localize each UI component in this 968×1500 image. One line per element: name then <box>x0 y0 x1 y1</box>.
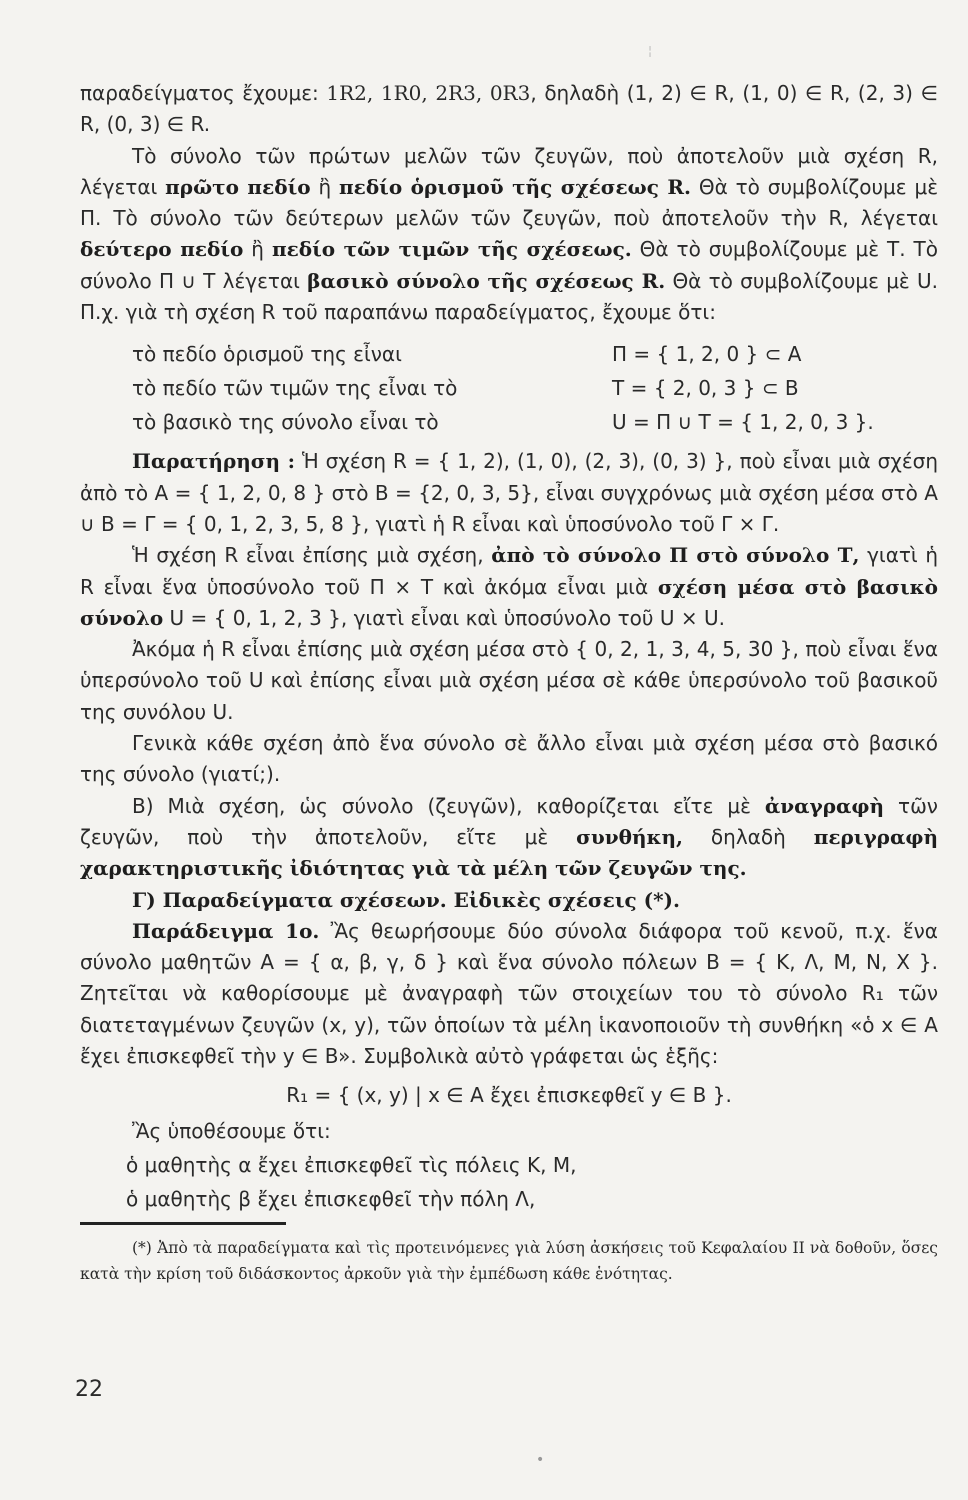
section-title: Γ) Παραδείγματα σχέσεων. Εἰδικὲς σχέσεις (*). <box>132 887 680 912</box>
text: Θὰ τὸ συμβολίζουμε μὲ U. Π.χ. γιὰ τὴ σχέση R τοῦ παραπάνω παραδείγματος, ἔχουμε ὅτι: <box>80 268 938 325</box>
paragraph-example-1 <box>80 916 938 1072</box>
footnote: (*) Ἀπὸ τὰ παραδείγματα καὶ τὶς προτεινόμενες γιὰ λύση ἀσκήσεις τοῦ Κεφαλαίου ΙΙ νὰ δοθοῦν, ὅσες κατὰ τὴν κρίση τοῦ διδάσκοντος ἀρκοῦν γιὰ τὴν ἐμπέδωση κάθε ἑνότητας. <box>80 1238 938 1283</box>
paragraph-domain-definition <box>80 141 938 329</box>
definition-value: U = Π ∪ Τ = { 1, 2, 0, 3 }. <box>612 410 874 435</box>
remark-heading: Παρατήρηση : <box>132 449 296 474</box>
text: τῶν ζευγῶν, ποὺ τὴν ἀποτελοῦν, εἴτε μὲ <box>80 793 938 849</box>
text: παραδείγματος ἔχουμε: <box>80 81 327 105</box>
section-heading <box>80 885 938 916</box>
text: Β) Μιὰ σχέση, ὡς σύνολο (ζευγῶν), καθορίζεται εἴτε μὲ <box>132 793 765 818</box>
paragraph-assume: Ἂς ὑποθέσουμε ὅτι: <box>132 1119 331 1144</box>
definition-label: τὸ πεδίο τῶν τιμῶν της εἶναι τὸ <box>132 376 458 401</box>
paragraph-superset: Ἀκόμα ἡ R εἶναι ἐπίσης μιὰ σχέση μέσα στὸ { 0, 2, 1, 3, 4, 5, 30 }, ποὺ εἶναι ἕνα ὑπερσύνολο τοῦ U καὶ ἐπίσης εἶναι μιὰ σχέση μέσα σὲ κάθε ὑπερσύνολο τοῦ βασικοῦ της συνόλου U. <box>80 637 938 724</box>
bold-text: περιγραφὴ χαρακτηριστικῆς ἰδιότητας γιὰ τὰ μέλη τῶν ζευγῶν της. <box>80 824 938 881</box>
definitions-list <box>132 337 938 439</box>
margin-mark: ¦ <box>648 44 653 58</box>
text: ἢ <box>310 174 340 199</box>
text: , δηλαδὴ (1, 2) ∈ R, (1, 0) ∈ R, (2, 3) ∈ R, (0, 3) ∈ R. <box>80 81 938 137</box>
text: Θὰ τὸ συμβολίζουμε μὲ Π. Τὸ σύνολο τῶν δεύτερων μελῶν τῶν ζευγῶν, ποὺ ἀποτελοῦν τὴν R, λέγεται <box>80 174 939 231</box>
term-range: πεδίο τῶν τιμῶν τῆς σχέσεως. <box>271 237 632 262</box>
bold-text: ἀναγραφὴ <box>764 793 885 818</box>
text: γιατὶ ἡ R εἶναι ἕνα ὑποσύνολο τοῦ Π × Τ καὶ ἀκόμα εἶναι μιὰ <box>80 543 938 599</box>
definition-row <box>132 405 938 439</box>
margin-mark: • <box>536 1452 545 1468</box>
page-body <box>80 78 938 1287</box>
bold-text: συνθήκη, <box>576 824 683 849</box>
definition-row <box>132 337 938 371</box>
footnote-divider <box>80 1222 286 1225</box>
term-base-set: βασικὸ σύνολο τῆς σχέσεως R. <box>307 268 666 293</box>
text: ἢ <box>243 237 272 262</box>
paragraph-example-relations <box>80 78 938 141</box>
definition-label: τὸ πεδίο ὁρισμοῦ της εἶναι <box>132 342 402 367</box>
bold-text: σχέση μέσα στὸ βασικὸ σύνολο <box>80 574 938 630</box>
paragraph-definition-methods <box>80 791 938 885</box>
bold-text: ἀπὸ τὸ σύνολο Π στὸ σύνολο Τ, <box>491 543 860 568</box>
list-item: ὁ μαθητὴς α ἔχει ἐπισκεφθεῖ τὶς πόλεις Κ, Μ, <box>126 1152 577 1177</box>
definition-label: τὸ βασικὸ της σύνολο εἶναι τὸ <box>132 410 439 435</box>
text: δηλαδὴ <box>682 824 814 849</box>
relation-list: 1R2, 1R0, 2R3, 0R3 <box>326 81 531 105</box>
paragraph-remark <box>80 446 938 540</box>
text: Τὸ σύνολο τῶν πρώτων μελῶν τῶν ζευγῶν, ποὺ ἀποτελοῦν μιὰ σχέση R, λέγεται <box>80 143 938 199</box>
term-domain: πεδίο ὁρισμοῦ τῆς σχέσεως R. <box>339 174 691 199</box>
term-second-field: δεύτερο πεδίο <box>80 237 244 262</box>
list-item: ὁ μαθητὴς β ἔχει ἐπισκεφθεῖ τὴν πόλη Λ, <box>126 1186 536 1211</box>
text: Θὰ τὸ συμβολίζουμε μὲ Τ. Τὸ σύνολο Π ∪ Τ λέγεται <box>80 237 938 293</box>
definition-value: Τ = { 2, 0, 3 } ⊂ Β <box>612 376 799 401</box>
text: Ἡ σχέση R εἶναι ἐπίσης μιὰ σχέση, <box>132 543 492 568</box>
formula-r1: R₁ = { (x, y) | x ∈ A ἔχει ἐπισκεφθεῖ y ∈ B }. <box>286 1083 732 1108</box>
page-number: 22 <box>75 1377 103 1402</box>
paragraph-relation-from-domain <box>80 540 938 634</box>
term-first-field: πρῶτο πεδίο <box>165 174 311 199</box>
example-heading: Παράδειγμα 1ο. <box>132 918 320 943</box>
definition-value: Π = { 1, 2, 0 } ⊂ Α <box>612 342 802 367</box>
text: U = { 0, 1, 2, 3 }, γιατὶ εἶναι καὶ ὑποσύνολο τοῦ U × U. <box>163 605 725 630</box>
text: Ἡ σχέση R = { 1, 2), (1, 0), (2, 3), (0, 3) }, ποὺ εἶναι μιὰ σχέση ἀπὸ τὸ Α = { 1, 2, 0, 8 } στὸ Β = {2, 0, 3, 5}, εἶναι συγχρόνως μιὰ σχέση μέσα στὸ Α ∪ Β = Γ = { 0, 1, 2, 3, 5, 8 }, γιατὶ ἡ R εἶναι καὶ ὑποσύνολο τοῦ Γ × Γ. <box>80 449 938 536</box>
paragraph-general: Γενικὰ κάθε σχέση ἀπὸ ἕνα σύνολο σὲ ἄλλο εἶναι μιὰ σχέση μέσα στὸ βασικό της σύνολο (γιατί;). <box>80 731 938 787</box>
text: Ἂς θεωρήσουμε δύο σύνολα διάφορα τοῦ κενοῦ, π.χ. ἕνα σύνολο μαθητῶν Α = { α, β, γ, δ } καὶ ἕνα σύνολο πόλεων Β = { Κ, Λ, Μ, Ν, Χ }. Ζητεῖται νὰ καθορίσουμε μὲ ἀναγραφὴ τῶν στοιχείων του τὸ σύνολο R₁ τῶν διατεταγμένων ζευγῶν (x, y), τῶν ὁποίων τὰ μέλη ἱκανοποιοῦν τὴ συνθήκη «ὁ x ∈ A ἔχει ἐπισκεφθεῖ τὴν y ∈ B». Συμβολικὰ αὐτὸ γράφεται ὡς ἑξῆς: <box>80 918 938 1069</box>
definition-row <box>132 371 938 405</box>
